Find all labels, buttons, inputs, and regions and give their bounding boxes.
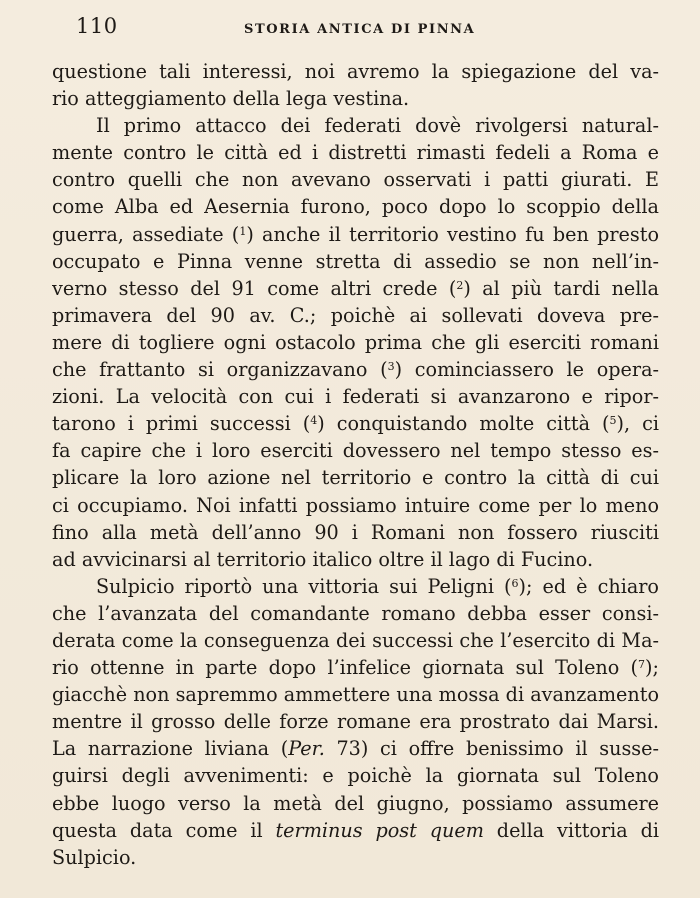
text-line <box>52 58 659 85</box>
text-line <box>52 790 659 817</box>
text-run: fa capire che i loro eserciti dovessero nel tempo stesso es- <box>52 439 659 463</box>
text-run: plicare la loro azione nel territorio e contro la città di cui <box>52 466 659 490</box>
text-run: ) anche il territorio vestino fu ben presto <box>246 222 659 246</box>
text-run: questa data come il <box>52 818 276 842</box>
text-line <box>52 735 659 762</box>
text-line <box>52 193 659 220</box>
text-run: occupato e Pinna venne stretta di assedio se non nell’in- <box>52 249 659 273</box>
text-run: guerra, assediate ( <box>52 222 240 246</box>
text-run: primavera del 90 av. C.; poichè ai sollevati doveva pre- <box>52 303 659 327</box>
text-line <box>52 437 659 464</box>
text-run: Il primo attacco dei federati dovè rivolgersi natural- <box>96 114 659 138</box>
text-line <box>52 654 659 681</box>
text-line <box>52 681 659 708</box>
text-run: rio atteggiamento della lega vestina. <box>52 87 410 111</box>
body-text <box>52 58 659 871</box>
page-number: 110 <box>76 14 118 38</box>
text-line <box>52 356 659 383</box>
footnote-marker: 2 <box>456 278 464 292</box>
text-run: ) conquistando molte città ( <box>317 412 610 436</box>
text-run: come Alba ed Aesernia furono, poco dopo lo scoppio della <box>52 195 659 219</box>
text-run: che frattanto si organizzavano ( <box>52 358 388 382</box>
text-run: tarono i primi successi ( <box>52 412 311 436</box>
text-run: La narrazione liviana ( <box>52 737 289 761</box>
text-line <box>52 275 659 302</box>
italic-text: terminus post quem <box>275 818 484 842</box>
text-run: mere di togliere ogni ostacolo prima che gli eserciti romani <box>52 330 659 354</box>
text-run: 73) ci offre benissimo il susse- <box>324 737 659 761</box>
text-line <box>52 600 659 627</box>
text-line <box>52 519 659 546</box>
running-title: STORIA ANTICA DI PINNA <box>244 22 476 37</box>
text-run: che l’avanzata del comandante romano debba esser consi- <box>52 601 659 625</box>
footnote-marker: 1 <box>239 224 247 238</box>
text-run: contro quelli che non avevano osservati i patti giurati. E <box>52 168 659 192</box>
text-run: ebbe luogo verso la metà del giugno, possiamo assumere <box>52 791 659 815</box>
text-line <box>52 762 659 789</box>
text-run: questione tali interessi, noi avremo la spiegazione del va- <box>52 60 659 83</box>
italic-text: Per. <box>288 737 325 761</box>
text-run: verno stesso del 91 come altri crede ( <box>52 276 457 300</box>
text-run: della vittoria di <box>483 818 659 842</box>
text-run: ), ci <box>616 412 659 436</box>
text-line <box>52 221 659 248</box>
text-run: derata come la conseguenza dei successi che l’esercito di Ma- <box>52 628 659 652</box>
text-line <box>52 573 659 600</box>
text-line <box>52 817 659 844</box>
text-run: ); ed è chiaro <box>518 574 659 598</box>
text-line <box>52 248 659 275</box>
footnote-marker: 4 <box>310 414 318 428</box>
text-run: rio ottenne in parte dopo l’infelice giornata sul Toleno ( <box>52 656 639 680</box>
text-run: Sulpicio riportò una vittoria sui Peligni ( <box>96 574 512 598</box>
text-line <box>52 844 659 871</box>
footnote-marker: 6 <box>511 576 519 590</box>
text-line <box>52 139 659 166</box>
text-run: ci occupiamo. Noi infatti possiamo intuire come per lo meno <box>52 493 659 517</box>
footnote-marker: 5 <box>609 414 617 428</box>
text-line <box>52 166 659 193</box>
text-run: ad avvicinarsi al territorio italico oltre il lago di Fucino. <box>52 547 594 571</box>
text-line <box>52 302 659 329</box>
text-run: ) al più tardi nella <box>463 276 659 300</box>
text-line <box>52 492 659 519</box>
text-line <box>52 329 659 356</box>
text-line <box>52 112 659 139</box>
text-line <box>52 708 659 735</box>
text-line <box>52 383 659 410</box>
text-run: guirsi degli avvenimenti: e poichè la giornata sul Toleno <box>52 764 659 788</box>
text-run: mentre il grosso delle forze romane era prostrato dai Marsi. <box>52 710 659 734</box>
text-line <box>52 627 659 654</box>
text-run: ) cominciassero le opera- <box>394 358 659 382</box>
text-run: fino alla metà dell’anno 90 i Romani non fossero riusciti <box>52 520 659 544</box>
text-line <box>52 546 659 573</box>
text-run: ); <box>645 656 659 680</box>
text-run: mente contro le città ed i distretti rimasti fedeli a Roma e <box>52 141 659 165</box>
text-run: giacchè non sapremmo ammettere una mossa di avanzamento <box>52 683 659 707</box>
text-run: Sulpicio. <box>52 845 137 869</box>
footnote-marker: 7 <box>638 658 646 672</box>
footnote-marker: 3 <box>387 360 395 374</box>
text-run: zioni. La velocità con cui i federati si avanzarono e ripor- <box>52 385 659 409</box>
text-line <box>52 410 659 437</box>
page-header <box>76 14 660 44</box>
text-line <box>52 464 659 491</box>
text-line <box>52 85 659 112</box>
